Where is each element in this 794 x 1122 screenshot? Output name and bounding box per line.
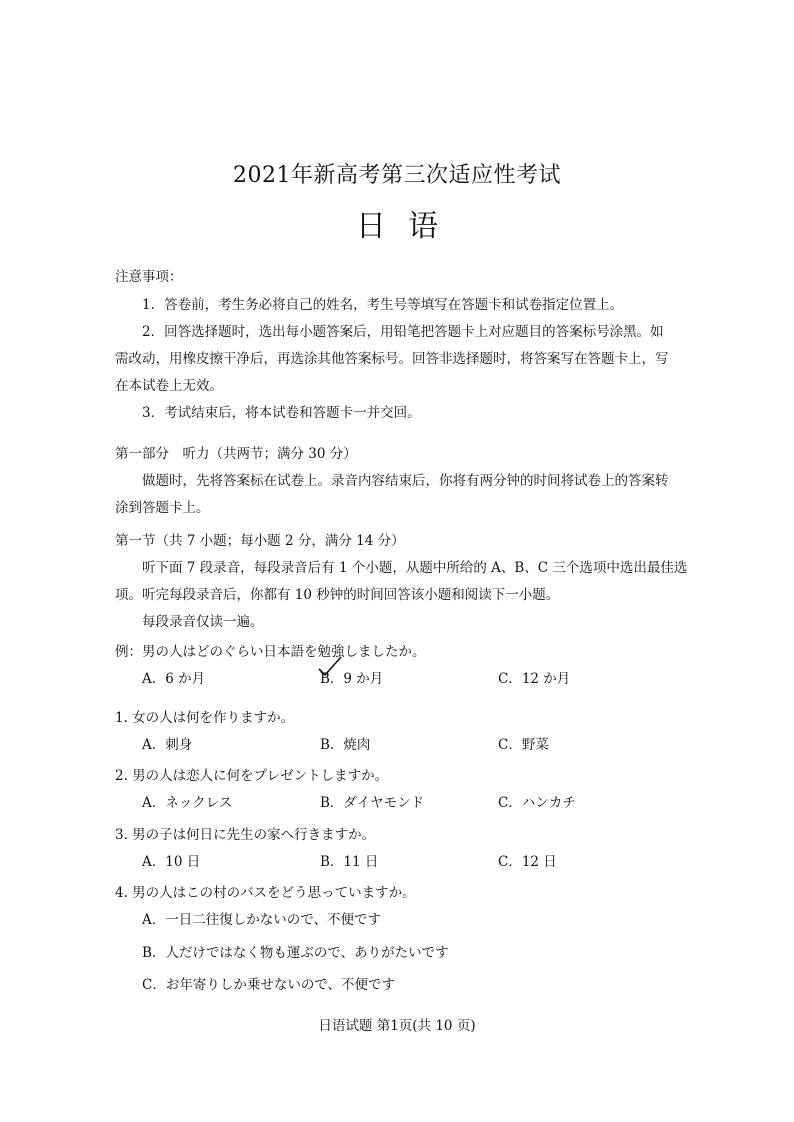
notice-item-3: 3．考试结束后，将本试卷和答题卡一并交回。 xyxy=(142,405,421,421)
question-3-option-c: C．12 日 xyxy=(498,854,557,870)
question-4: 4. 男の人はこの村のバスをどう思っていますか。 xyxy=(115,885,416,901)
example-option-b: B．9 か月 xyxy=(320,671,384,687)
question-2-option-a: A．ネックレス xyxy=(142,795,233,811)
question-2-option-c: C．ハンカチ xyxy=(498,795,576,811)
page-footer: 日语试题 第1页(共 10 页) xyxy=(318,1018,476,1034)
exam-title: 2021年新高考第三次适应性考试 xyxy=(233,163,561,188)
section1-intro-line-1: 听下面 7 段录音，每段录音后有 1 个小题，从题中所给的 A、B、C 三个选项中选出最佳选 xyxy=(142,560,688,576)
question-3-option-b: B．11 日 xyxy=(320,854,379,870)
subject-title: 日语 xyxy=(356,209,460,244)
question-2: 2. 男の人は恋人に何をプレゼントしますか。 xyxy=(115,768,389,784)
question-4-option-c: C．お年寄りしか乗せないので、不便です xyxy=(142,977,396,993)
checkmark-icon xyxy=(317,656,343,676)
notice-item-2-line-3: 在本试卷上无效。 xyxy=(115,378,223,394)
section1-intro-line-2: 项。听完每段录音后，你都有 10 秒钟的时间回答该小题和阅读下一小题。 xyxy=(115,587,560,603)
question-1: 1. 女の人は何を作りますか。 xyxy=(115,710,295,726)
question-2-option-b: B．ダイヤモンド xyxy=(320,795,425,811)
part1-heading: 第一部分 听力（共两节；满分 30 分） xyxy=(115,446,357,462)
question-1-option-b: B．焼肉 xyxy=(320,737,371,753)
example-question: 例：男の人はどのぐらい日本語を勉強しましたか。 xyxy=(115,644,426,660)
part1-intro-line-1: 做题时，先将答案标在试卷上。录音内容结束后，你将有两分钟的时间将试卷上的答案转 xyxy=(142,473,669,489)
notice-item-2-line-2: 需改动，用橡皮擦干净后，再选涂其他答案标号。回答非选择题时，将答案写在答题卡上，写 xyxy=(115,351,669,367)
question-1-option-a: A．刺身 xyxy=(142,737,193,753)
example-option-c: C．12 か月 xyxy=(498,671,571,687)
question-3-option-a: A．10 日 xyxy=(142,854,201,870)
question-3: 3. 男の子は何日に先生の家へ行きますか。 xyxy=(115,827,376,843)
section1-heading: 第一节（共 7 小题；每小题 2 分，满分 14 分） xyxy=(115,533,405,549)
question-1-option-c: C．野菜 xyxy=(498,737,549,753)
notice-item-2-line-1: 2．回答选择题时，选出每小题答案后，用铅笔把答题卡上对应题目的答案标号涂黑。如 xyxy=(142,324,664,340)
part1-intro-line-2: 涂到答题卡上。 xyxy=(115,500,210,516)
example-option-a: A．6 か月 xyxy=(142,671,206,687)
section1-intro-line-3: 每段录音仅读一遍。 xyxy=(142,614,264,630)
question-4-option-b: B．人だけではなく物も運ぶので、ありがたいです xyxy=(142,945,449,961)
notice-heading: 注意事项： xyxy=(115,269,183,285)
notice-item-1: 1．答卷前，考生务必将自己的姓名，考生号等填写在答题卡和试卷指定位置上。 xyxy=(142,297,624,313)
question-4-option-a: A．一日二往復しかないので、不便です xyxy=(142,912,381,928)
